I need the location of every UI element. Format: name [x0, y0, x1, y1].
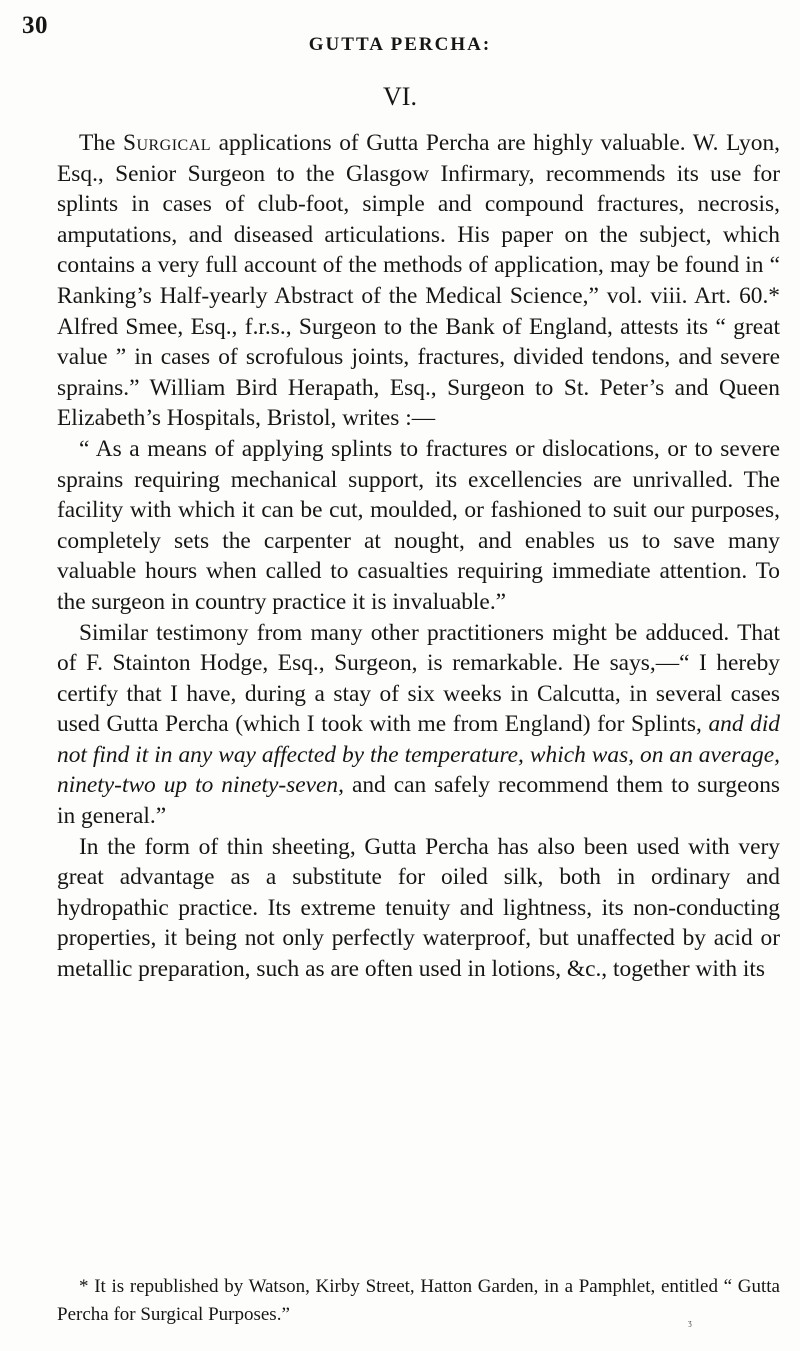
page-number: 30: [22, 12, 48, 39]
paragraph-hodge-testimony: [57, 618, 780, 832]
paragraph-3-text: Similar testimony from many other practitioners might be adduced. That of F. Stainton Hodge, Esq., Surgeon, is remarkable. He says,—“ I hereby certify that I have, during a stay of six weeks in Calcutta, in several cases used Gutta Percha (which I took with me from England) for Splints,: [57, 619, 780, 738]
paragraph-surgical-applications: [57, 128, 780, 434]
body-text: [57, 128, 780, 985]
paragraph-3-end: and can safely recommend them to surgeons in general.”: [57, 772, 780, 830]
paragraph-3-italic: and did not find it in any way affected by the temperature, which was, on an average, ninety-two up to ninety-seven,: [57, 711, 781, 799]
paragraph-1-text: applications of Gutta Percha are highly valuable. W. Lyon, Esq., Senior Surgeon to the Glasgow Infirmary, recommends its use for splints in cases of club-foot, simple and compound fractures, necrosis, amputations, and diseased articulations. His paper on the subject, which contains a very full account of the methods of application, may be found in “ Ranking’s Half-yearly Abstract of the Medical Science,” vol. viii. Art. 60.* Alfred Smee, Esq., f.r.s., Surgeon to the Bank of England, attests its “ great value ” in cases of scrofulous joints, fractures, divided tendons, and severe sprains.” William Bird Herapath, Esq., Surgeon to St. Peter’s and Queen Elizabeth’s Hospitals, Bristol, writes :—: [57, 130, 780, 432]
paragraph-1-lead: The: [79, 130, 123, 156]
printer-mark: ᶾ: [688, 1318, 692, 1333]
section-number: VI.: [383, 82, 417, 111]
paragraph-herapath-quote: “ As a means of applying splints to fractures or dislocations, or to severe sprains requiring mechanical support, its excellencies are unrivalled. The facility with which it can be cut, moulded, or fashioned to suit our purposes, completely sets the carpenter at nought, and enables us to save many valuable hours when called to casualties requiring immediate attention. To the surgeon in country practice it is invaluable.”: [57, 435, 780, 615]
footnote: [57, 1273, 780, 1329]
running-head: GUTTA PERCHA:: [308, 34, 492, 55]
paragraph-thin-sheeting: In the form of thin sheeting, Gutta Percha has also been used with very great advantage as a substitute for oiled silk, both in ordinary and hydropathic practice. Its extreme tenuity and lightness, its non-conducting properties, it being not only perfectly waterproof, but unaffected by acid or metallic preparation, such as are often used in lotions, &c., together with its: [57, 833, 780, 983]
footnote-text: * It is republished by Watson, Kirby Street, Hatton Garden, in a Pamphlet, entitled “ Gutta Percha for Surgical Purposes.”: [57, 1276, 780, 1325]
smallcaps-term: Surgical: [122, 130, 212, 156]
